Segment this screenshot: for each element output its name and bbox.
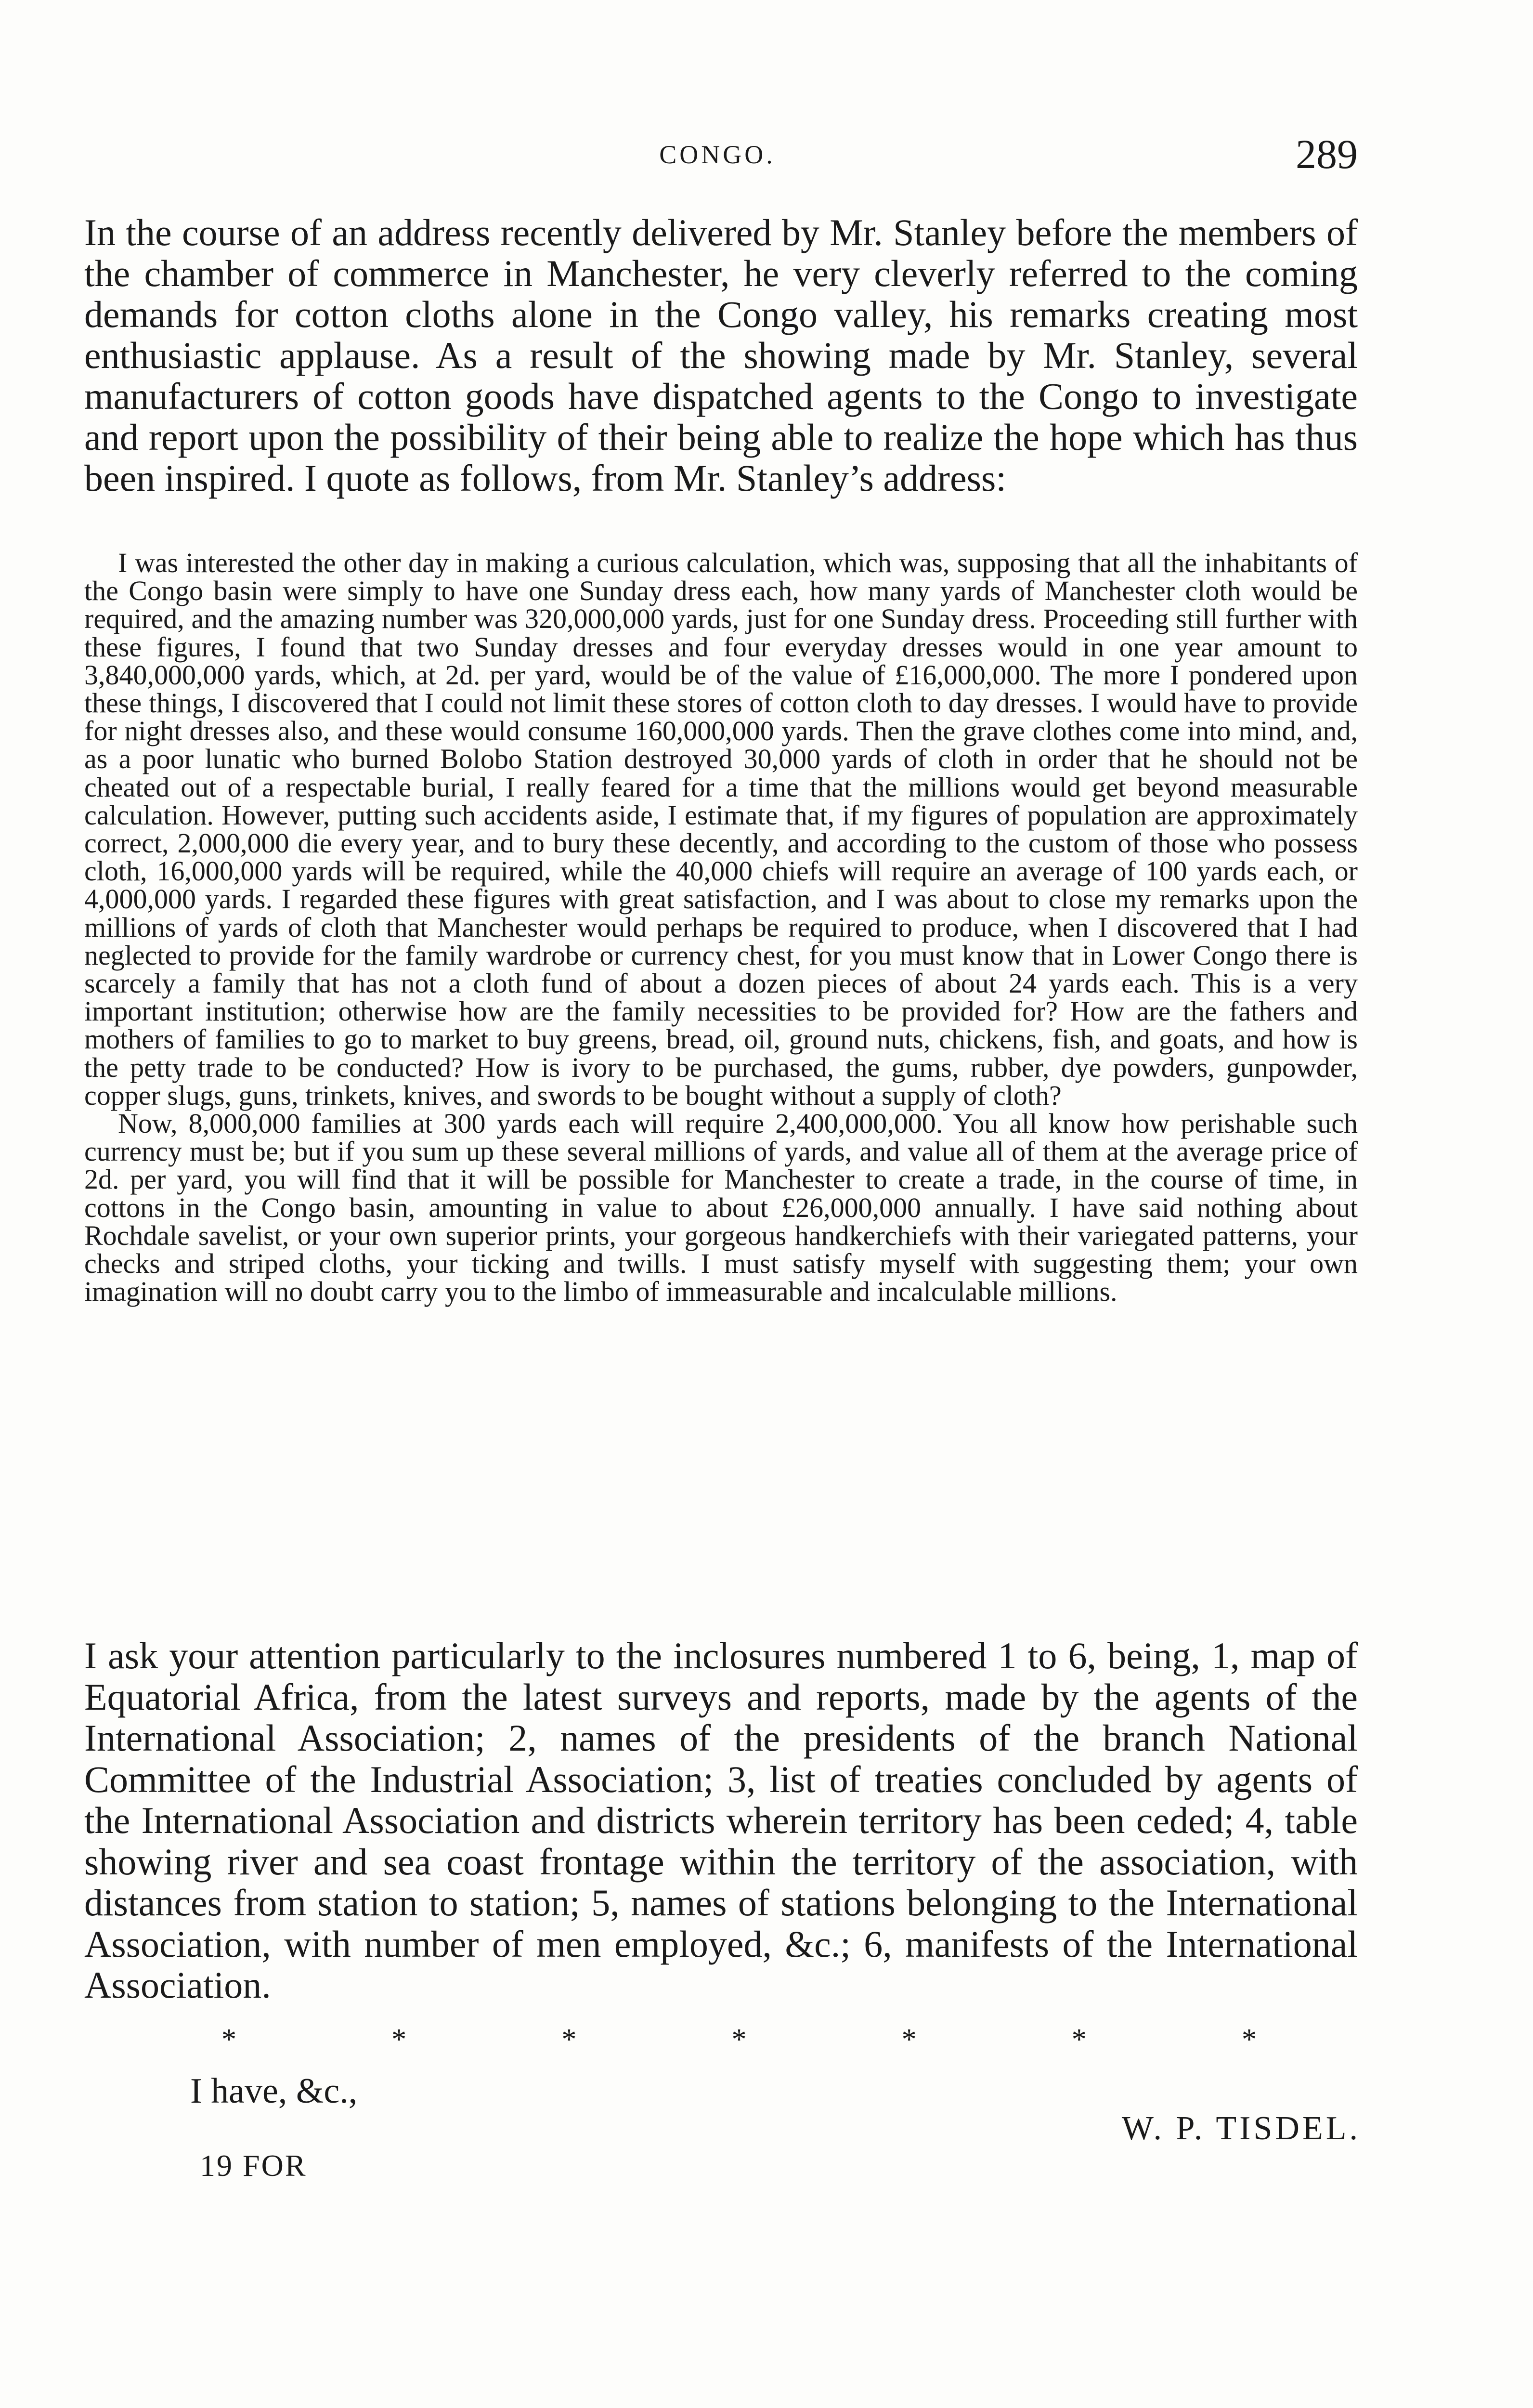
star: * xyxy=(901,2023,917,2056)
running-title: CONGO. xyxy=(659,140,776,169)
catchword-word: FOR xyxy=(243,2148,307,2183)
star: * xyxy=(561,2023,577,2056)
star: * xyxy=(391,2023,407,2056)
signature: W. P. TISDEL. xyxy=(1121,2110,1361,2147)
star: * xyxy=(1071,2023,1087,2056)
block-quote xyxy=(84,549,1358,1306)
star: * xyxy=(1241,2023,1257,2056)
body-paragraph-inclosures: I ask your attention particularly to the inclosures numbered 1 to 6, being, 1, map of Equatorial Africa, from the latest surveys and reports, made by the agents of the International Association; 2, names of the presidents of the branch National Committee of the Industrial Association; 3, list of treaties concluded by agents of the International Association and districts wherein territory has been ceded; 4, table showing river and sea coast frontage within the territory of the association, with distances from station to station; 5, names of stations belonging to the International Association, with number of men employed, &c.; 6, manifests of the International Association. xyxy=(84,1635,1358,2006)
closing-salutation: I have, &c., xyxy=(190,2071,358,2111)
star: * xyxy=(731,2023,747,2056)
body-paragraph-intro: In the course of an address recently delivered by Mr. Stanley before the members of the chamber of commerce in Manchester, he very cleverly referred to the coming demands for cotton cloths alone in the Congo valley, his remarks creating most enthusiastic applause. As a result of the showing made by Mr. Stanley, several manufacturers of cotton goods have dispatched agents to the Congo to investigate and report upon the possibility of their being able to realize the hope which has thus been inspired. I quote as follows, from Mr. Stanley’s address: xyxy=(84,211,1358,499)
star: * xyxy=(221,2023,236,2056)
quote-paragraph: Now, 8,000,000 families at 300 yards each will require 2,400,000,000. You all know how perishable such currency must be; but if you sum up these several millions of yards, and value all of them at the average price of 2d. per yard, you will find that it will be possible for Manchester to create a trade, in the course of time, in cottons in the Congo basin, amounting in value to about £26,000,000 annually. I have said nothing about Rochdale savelist, or your own superior prints, your gorgeous handkerchiefs with their variegated patterns, your checks and striped cloths, your ticking and twills. I must satisfy myself with suggesting them; your own imagination will no doubt carry you to the limbo of immeasurable and incalculable millions. xyxy=(84,1108,1358,1308)
ellipsis-stars xyxy=(221,2023,1257,2057)
page-header xyxy=(77,130,1358,183)
quote-paragraph: I was interested the other day in making a curious calculation, which was, supposing that all the inhabitants of the Congo basin were simply to have one Sunday dress each, how many yards of Manchester cloth would be required, and the amazing number was 320,000,000 yards, just for one Sunday dress. Proceeding still further with these figures, I found that two Sunday dresses and four everyday dresses would in one year amount to 3,840,000,000 yards, which, at 2d. per yard, would be of the value of £16,000,000. The more I pondered upon these things, I discovered that I could not limit these stores of cotton cloth to day dresses. I would have to provide for night dresses also, and these would consume 160,000,000 yards. Then the grave clothes come into mind, and, as a poor lunatic who burned Bolobo Station destroyed 30,000 yards of cloth in order that he should not be cheated out of a respectable burial, I really feared for a time that the millions would get beyond measurable calculation. However, putting such accidents aside, I estimate that, if my figures of population are approximately correct, 2,000,000 die every year, and to bury these decently, and according to the custom of those who possess cloth, 16,000,000 yards will be required, while the 40,000 chiefs will require an average of 100 yards each, or 4,000,000 yards. I regarded these figures with great satisfaction, and I was about to close my remarks upon the millions of yards of cloth that Manchester would perhaps be required to produce, when I discovered that I had neglected to provide for the family wardrobe or currency chest, for you must know that in Lower Congo there is scarcely a family that has not a cloth fund of about a dozen pieces of about 24 yards each. This is a very important institution; otherwise how are the family necessities to be provided for? How are the fathers and mothers of families to go to market to buy greens, bread, oil, ground nuts, chickens, fish, and goats, and how is the petty trade to be conducted? How is ivory to be purchased, the gums, rubber, dye powders, gunpowder, copper slugs, guns, trinkets, knives, and swords to be bought without a supply of cloth? xyxy=(84,547,1358,1111)
signature-mark-number: 19 xyxy=(200,2148,234,2183)
catchword xyxy=(200,2148,307,2184)
page-number: 289 xyxy=(1296,131,1358,177)
